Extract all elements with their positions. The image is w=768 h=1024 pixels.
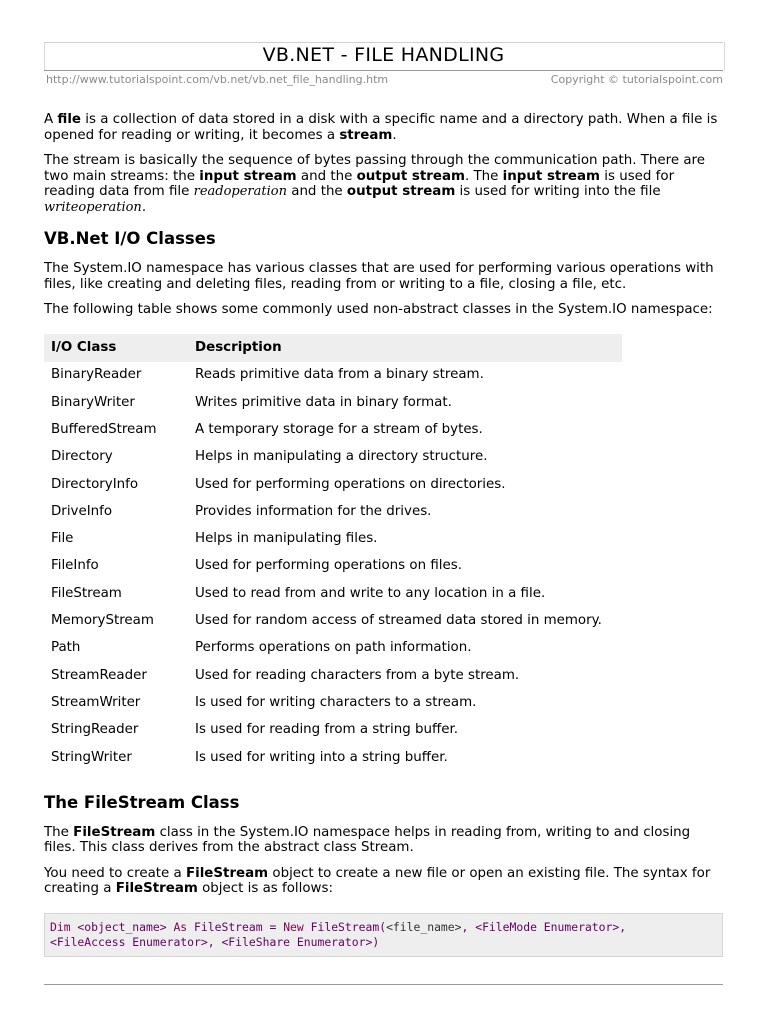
description-cell: Used for performing operations on directories. bbox=[195, 476, 506, 492]
source-url[interactable]: http://www.tutorialspoint.com/vb.net/vb.net_file_handling.htm bbox=[46, 73, 389, 86]
title-divider bbox=[44, 70, 723, 71]
class-name-cell: StreamWriter bbox=[51, 694, 141, 710]
class-name-cell: StreamReader bbox=[51, 667, 147, 683]
description-cell: Performs operations on path information. bbox=[195, 640, 472, 656]
description-cell: Used to read from and write to any location in a file. bbox=[195, 585, 546, 601]
description-cell: Reads primitive data from a binary stream. bbox=[195, 367, 484, 383]
table-row bbox=[44, 498, 622, 525]
bottom-divider bbox=[44, 984, 723, 985]
description-cell: Helps in manipulating a directory structure. bbox=[195, 449, 488, 465]
table-row bbox=[44, 580, 622, 607]
class-name-cell: BufferedStream bbox=[51, 421, 157, 437]
class-name-cell: Path bbox=[51, 640, 81, 656]
class-name-cell: BinaryReader bbox=[51, 367, 142, 383]
description-cell: Used for reading characters from a byte stream. bbox=[195, 667, 520, 683]
table-row bbox=[44, 362, 622, 389]
class-name-cell: File bbox=[51, 531, 74, 547]
code-block: Dim <object_name> As FileStream = New FileStream(<file_name>, <FileMode Enumerator>, <FileAccess Enumerator>, <FileShare Enumerator>) bbox=[44, 913, 723, 957]
table-row bbox=[44, 607, 622, 634]
class-name-cell: BinaryWriter bbox=[51, 394, 135, 410]
page-title: VB.NET - FILE HANDLING bbox=[262, 44, 505, 66]
io-classes-table bbox=[44, 334, 622, 771]
class-name-cell: StringWriter bbox=[51, 749, 132, 765]
table-row bbox=[44, 416, 622, 443]
class-name-cell: DriveInfo bbox=[51, 503, 113, 519]
class-name-cell: FileInfo bbox=[51, 558, 99, 574]
table-row bbox=[44, 744, 622, 771]
table-row bbox=[44, 389, 622, 416]
description-cell: A temporary storage for a stream of bytes. bbox=[195, 421, 483, 437]
description-cell: Provides information for the drives. bbox=[195, 503, 432, 519]
table-row bbox=[44, 634, 622, 661]
table-header-row bbox=[44, 334, 622, 362]
description-cell: Is used for reading from a string buffer. bbox=[195, 722, 458, 738]
description-cell: Writes primitive data in binary format. bbox=[195, 394, 452, 410]
column-header: I/O Class bbox=[44, 334, 188, 362]
description-cell: Is used for writing into a string buffer. bbox=[195, 749, 448, 765]
column-header: Description bbox=[188, 334, 622, 362]
document-body bbox=[44, 112, 723, 957]
filestream-heading: The FileStream Class bbox=[44, 792, 240, 812]
table-row bbox=[44, 471, 622, 498]
class-name-cell: MemoryStream bbox=[51, 613, 154, 629]
table-row bbox=[44, 443, 622, 470]
intro-paragraph-2: The stream is basically the sequence of bytes passing through the communication path. There are two main streams: the input stream and the output stream. The input stream is used for reading data from file readoperation and the output stream is used for writing into the file writeoperation. bbox=[44, 153, 705, 215]
class-name-cell: DirectoryInfo bbox=[51, 476, 139, 492]
table-row bbox=[44, 716, 622, 743]
filestream-paragraph-1: The FileStream class in the System.IO namespace helps in reading from, writing to and closing files. This class derives from the abstract class Stream. bbox=[44, 824, 691, 856]
description-cell: Helps in manipulating files. bbox=[195, 531, 378, 547]
table-row bbox=[44, 525, 622, 552]
io-classes-heading: VB.Net I/O Classes bbox=[44, 229, 216, 248]
table-row bbox=[44, 662, 622, 689]
filestream-paragraph-2: You need to create a FileStream object to create a new file or open an existing file. The syntax for creating a FileStream object is as follows: bbox=[44, 865, 711, 897]
class-name-cell: StringReader bbox=[51, 722, 139, 738]
copyright-notice: Copyright © tutorialspoint.com bbox=[550, 73, 723, 86]
intro-paragraph-1: A file is a collection of data stored in a disk with a specific name and a directory path. When a file is opened for reading or writing, it becomes a stream. bbox=[44, 112, 718, 143]
description-cell: Used for performing operations on files. bbox=[195, 558, 462, 574]
table-row bbox=[44, 553, 622, 580]
io-paragraph-1: The System.IO namespace has various classes that are used for performing various operations with files, like creating and deleting files, reading from or writing to a file, closing a file, etc. bbox=[44, 261, 714, 292]
description-cell: Is used for writing characters to a stream. bbox=[195, 694, 477, 710]
io-paragraph-2: The following table shows some commonly used non-abstract classes in the System.IO namespace: bbox=[44, 302, 713, 317]
description-cell: Used for random access of streamed data stored in memory. bbox=[195, 613, 602, 629]
table-row bbox=[44, 689, 622, 716]
class-name-cell: Directory bbox=[51, 449, 113, 465]
class-name-cell: FileStream bbox=[51, 585, 122, 601]
